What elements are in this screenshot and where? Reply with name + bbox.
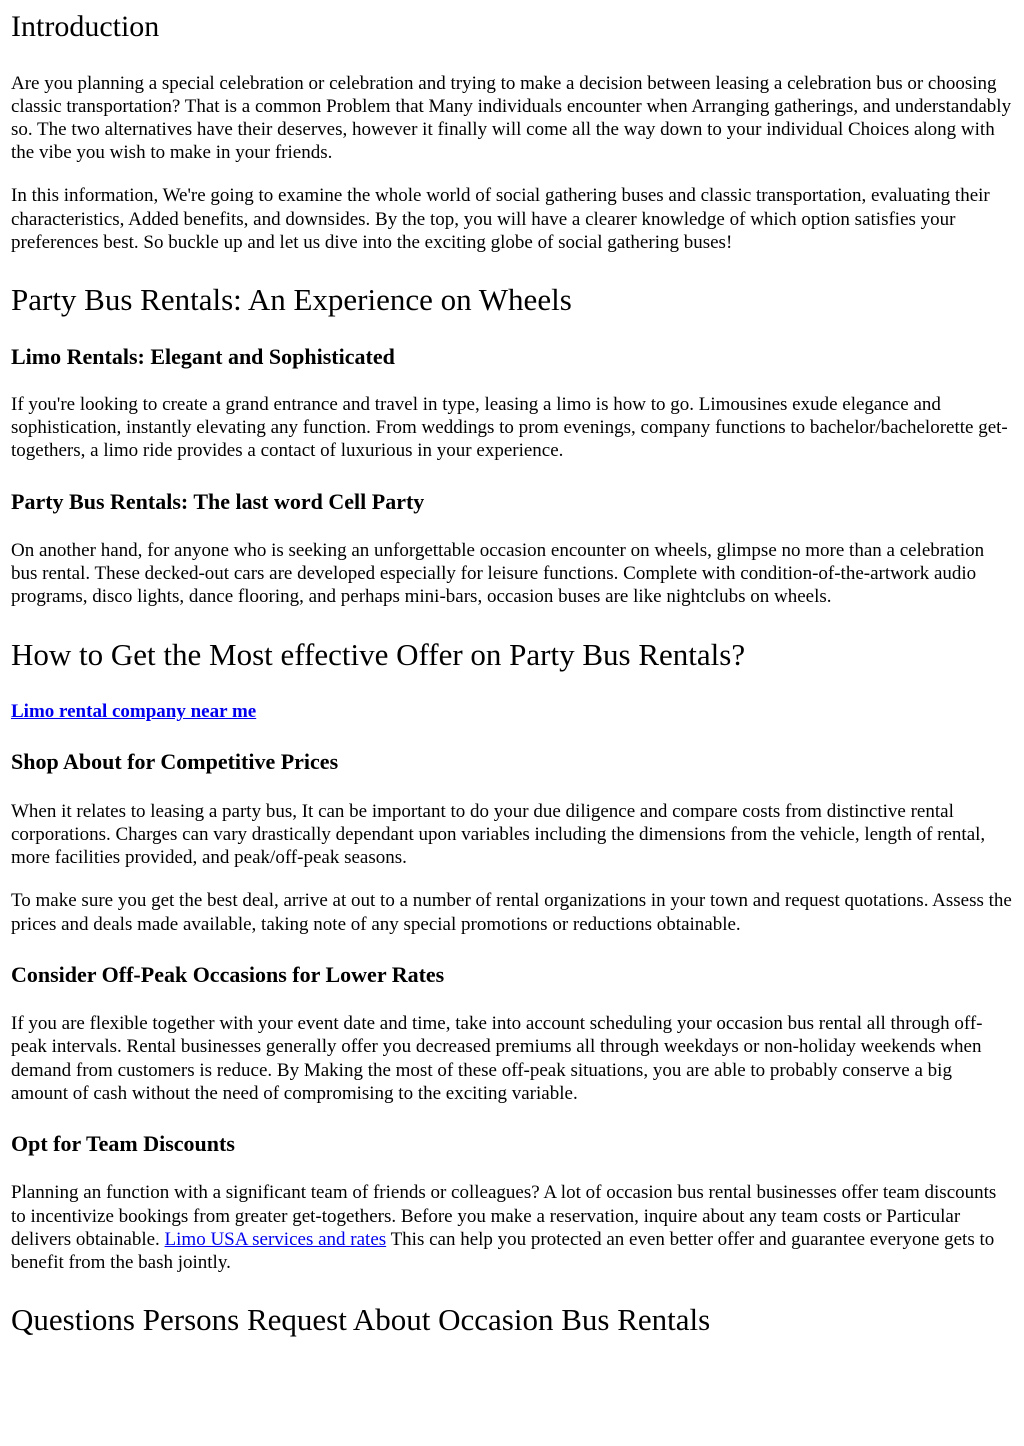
limo-rentals-paragraph: If you're looking to create a grand entrance and travel in type, leasing a limo is how to go. Limousines exude elegance and sophistication, instantly elevating any function. From weddings to prom evenings, company functions to bachelor/bachelorette get-togethers, a limo ride provides a contact of luxurious in your experience. bbox=[11, 393, 1008, 462]
party-bus-heading: Party Bus Rentals: An Experience on Wheels bbox=[11, 281, 572, 317]
questions-heading: Questions Persons Request About Occasion Bus Rentals bbox=[11, 1302, 711, 1338]
best-offer-heading: How to Get the Most effective Offer on Party Bus Rentals? bbox=[11, 636, 746, 672]
off-peak-heading: Consider Off-Peak Occasions for Lower Rates bbox=[11, 961, 445, 987]
shop-about-paragraph-2: To make sure you get the best deal, arrive at out to a number of rental organizations in your town and request quotations. Assess the prices and deals made available, taking note of any special promotions or reductions obtainable. bbox=[11, 890, 1012, 935]
limo-rental-link[interactable]: Limo rental company near me bbox=[11, 701, 257, 723]
team-discounts-heading: Opt for Team Discounts bbox=[11, 1131, 235, 1157]
intro-paragraph-1: Are you planning a special celebration or celebration and trying to make a decision between leasing a celebration bus or choosing classic transportation? That is a common Problem that Many individuals encounter when Arranging gatherings, and understandably so. The two alternatives have their deserves, however it finally will come all the way down to your individual Choices along with the vibe you wish to make in your friends. bbox=[11, 72, 1012, 164]
team-text-after: This can help you protected an even better offer and guarantee everyone gets to benefit from the bash jointly. bbox=[11, 1228, 995, 1274]
limo-usa-link[interactable]: Limo USA services and rates bbox=[164, 1228, 387, 1250]
party-bus-rentals-heading: Party Bus Rentals: The last word Cell Party bbox=[11, 488, 425, 514]
intro-paragraph-2: In this information, We're going to examine the whole world of social gathering buses and classic transportation, evaluating their characteristics, Added benefits, and downsides. By the top, you will have a clearer knowledge of which option satisfies your preferences best. So buckle up and let us dive into the exciting globe of social gathering buses! bbox=[11, 185, 990, 253]
shop-about-paragraph-1: When it relates to leasing a party bus, It can be important to do your due diligence and compare costs from distinctive rental corporations. Charges can vary drastically dependant upon variables including the dimensions from the vehicle, length of rental, more facilities provided, and peak/off-peak seasons. bbox=[11, 800, 986, 869]
team-text-before: Planning an function with a significant team of friends or colleagues? A lot of occasion bus rental businesses offer team discounts to incentivize bookings from greater get-togethers. Before you make a reservation, inquire about any team costs or Particular delivers obtainable. bbox=[11, 1182, 997, 1250]
limo-rentals-heading: Limo Rentals: Elegant and Sophisticated bbox=[11, 343, 395, 369]
shop-about-heading: Shop About for Competitive Prices bbox=[11, 749, 339, 775]
link-paragraph bbox=[11, 700, 1013, 723]
party-bus-rentals-paragraph: On another hand, for anyone who is seeking an unforgettable occasion encounter on wheels, glimpse no more than a celebration bus rental. These decked-out cars are developed especially for leisure functions. Complete with condition-of-the-artwork audio programs, disco lights, dance flooring, and perhaps mini-bars, occasion buses are like nightclubs on wheels. bbox=[11, 539, 985, 608]
off-peak-paragraph: If you are flexible together with your event date and time, take into account scheduling your occasion bus rental all through off-peak intervals. Rental businesses generally offer you decreased premiums all through weekdays or non-holiday weekends when demand from customers is reduce. By Making the most of these off-peak situations, you are able to probably conserve a big amount of cash without the need of compromising to the exciting variable. bbox=[11, 1013, 983, 1104]
team-discounts-paragraph bbox=[11, 1181, 1013, 1274]
intro-heading: Introduction bbox=[11, 10, 160, 43]
